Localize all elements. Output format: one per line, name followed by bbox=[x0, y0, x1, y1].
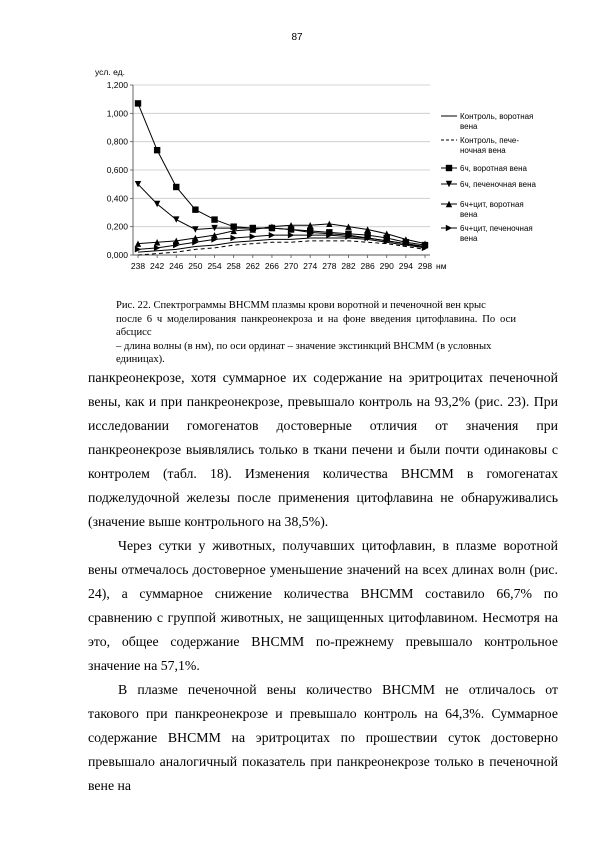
data-point bbox=[135, 100, 141, 106]
body-text bbox=[88, 366, 558, 798]
legend-entry-3 bbox=[441, 164, 528, 173]
y-tick-label: 1,200 bbox=[106, 80, 128, 90]
legend-label: 6ч, печеночная вена bbox=[460, 180, 536, 189]
page-number: 87 bbox=[291, 32, 303, 43]
chart-axes bbox=[130, 85, 430, 258]
legend-label: вена bbox=[460, 210, 478, 219]
x-axis-label: нм bbox=[436, 261, 447, 271]
x-tick-label: 274 bbox=[303, 261, 318, 271]
legend-entry-2 bbox=[441, 136, 519, 155]
x-tick-label: 278 bbox=[322, 261, 337, 271]
paragraph: В плазме печеночной вены количество ВНСММ не отличалось от такового при панкреонекрозе и превышало контроль на 64,3%. Суммарное содержание ВНСММ на эритроцитах по прошествии суток достоверно превышало аналогичный показатель при панкреонекрозе только в печеночной вене на bbox=[88, 682, 558, 793]
legend-label: ночная вена bbox=[460, 146, 506, 155]
chart-grid bbox=[133, 85, 430, 227]
legend-label: Контроль, пече- bbox=[460, 136, 519, 145]
data-point bbox=[173, 216, 179, 222]
x-tick-label: 242 bbox=[150, 261, 165, 271]
chart-ticks bbox=[95, 67, 447, 271]
x-tick-label: 270 bbox=[283, 261, 299, 271]
data-point bbox=[211, 216, 217, 222]
legend-entry-5 bbox=[441, 200, 524, 219]
x-tick-label: 298 bbox=[417, 261, 433, 271]
data-point bbox=[446, 165, 452, 171]
x-tick-label: 250 bbox=[188, 261, 203, 271]
legend-label: вена bbox=[460, 234, 478, 243]
y-tick-label: 1,000 bbox=[106, 108, 128, 119]
x-tick-label: 254 bbox=[207, 261, 222, 271]
x-tick-label: 262 bbox=[245, 261, 260, 271]
data-point bbox=[446, 225, 452, 231]
x-tick-label: 286 bbox=[360, 261, 375, 271]
caption-line: – длина волны (в нм), по оси ординат – значение экстинкций ВНСММ (в условных bbox=[116, 340, 492, 352]
caption-line: после 6 ч моделирования панкреонекроза и на фоне введения цитофлавина. По оси абсцисс bbox=[116, 313, 516, 338]
y-tick-label: 0,000 bbox=[106, 250, 128, 260]
paragraph: панкреонекрозе, хотя суммарное их содержание на эритроцитах печеночной вены, как и при панкреонекрозе, превышало контроль на 93,2% (рис. 23). При исследовании гомогенатов достоверные отличия от значения при панкреонекрозе выявлялись только в ткани печени и были почти одинаковы с контролем (табл. 18). Изменения количества ВНСММ в гомогенатах поджелудочной железы после применения цитофлавина не обнаруживались (значение выше контрольного на 38,5%). bbox=[88, 370, 558, 529]
spectrogram-chart bbox=[85, 64, 555, 279]
y-tick-label: 0,600 bbox=[106, 165, 128, 175]
data-point bbox=[154, 147, 160, 153]
x-tick-label: 266 bbox=[264, 261, 280, 271]
legend-label: Контроль, воротная bbox=[460, 112, 534, 121]
series-line bbox=[138, 103, 425, 245]
figure-caption bbox=[116, 299, 516, 367]
data-point bbox=[250, 233, 256, 239]
legend-label: 6ч+цит, воротная bbox=[460, 200, 524, 209]
caption-line: единицах). bbox=[116, 354, 165, 365]
data-point bbox=[230, 235, 236, 241]
x-tick-label: 294 bbox=[398, 261, 413, 271]
x-tick-label: 246 bbox=[169, 261, 184, 271]
legend-entry-6 bbox=[441, 224, 533, 243]
x-tick-label: 290 bbox=[379, 261, 394, 271]
y-tick-label: 0,200 bbox=[106, 221, 128, 232]
x-tick-label: 258 bbox=[226, 261, 241, 271]
legend-label: вена bbox=[460, 122, 478, 131]
data-point bbox=[288, 232, 294, 238]
caption-line: Рис. 22. Спектрограммы ВНСММ плазмы крови воротной и печеночной вен крыс bbox=[116, 300, 486, 311]
paragraph: Через сутки у животных, получавших цитофлавин, в плазме воротной вены отмечалось достоверное уменьшение значений на всех длинах волн (рис. 24), а суммарное снижение количества ВНСММ составило 66,7% по сравнению с группой животных, не защищенных цитофлавином. Несмотря на это, общее содержание ВНСММ по-прежнему превышало контрольное значение на 57,1%. bbox=[88, 538, 558, 673]
chart-series bbox=[135, 100, 428, 255]
legend-label: 6ч, воротная вена bbox=[460, 164, 527, 173]
y-tick-label: 0,400 bbox=[106, 193, 128, 204]
data-point bbox=[173, 184, 179, 190]
chart-legend bbox=[441, 112, 537, 243]
x-tick-label: 238 bbox=[130, 261, 146, 271]
x-tick-label: 282 bbox=[341, 261, 356, 271]
legend-label: 6ч+цит, печеночная bbox=[460, 224, 533, 233]
legend-entry-4 bbox=[441, 180, 537, 189]
y-axis-label: усл. ед. bbox=[95, 67, 125, 77]
data-point bbox=[269, 232, 275, 238]
y-tick-label: 0,800 bbox=[106, 136, 128, 147]
data-point bbox=[192, 206, 198, 212]
series-2 bbox=[138, 241, 425, 255]
series-line bbox=[138, 241, 425, 255]
legend-entry-1 bbox=[441, 112, 533, 131]
